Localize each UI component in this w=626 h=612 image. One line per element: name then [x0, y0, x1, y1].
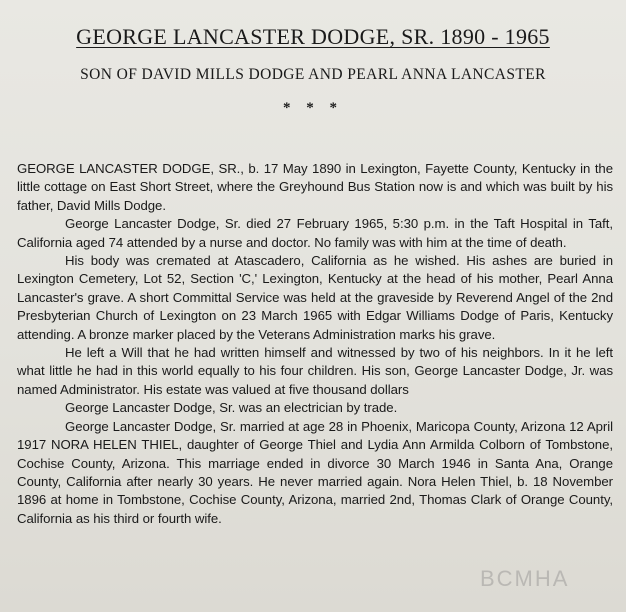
section-separator: * * *: [283, 100, 343, 116]
paragraph-marriage: George Lancaster Dodge, Sr. married at age 28 in Phoenix, Maricopa County, Arizona 12 April 1917 NORA HELEN THIEL, daughter of George Thiel and Lydia Ann Armilda Colborn of Tombstone, Cochise County, Arizona. This marriage ended in divorce 30 March 1946 in Santa Ana, Orange County, California after nearly 30 years. He never married again. Nora Helen Thiel, b. 18 November 1896 at home in Tombstone, Cochise County, Arizona, married 2nd, Thomas Clark of Orange County, California as his third or fourth wife.: [17, 418, 613, 526]
paragraph-death: George Lancaster Dodge, Sr. died 27 February 1965, 5:30 p.m. in the Taft Hospital in Taft, California aged 74 attended by a nurse and doctor. No family was with him at the time of death.: [17, 216, 613, 250]
paragraph-occupation: George Lancaster Dodge, Sr. was an electrician by trade.: [65, 400, 398, 416]
page-title: [0, 24, 626, 50]
paragraph-birth: GEORGE LANCASTER DODGE, SR., b. 17 May 1890 in Lexington, Fayette County, Kentucky in the little cottage on East Short Street, where the Greyhound Bus Station now is and which was built by his father, David Mills Dodge.: [17, 161, 613, 213]
page-title-text: GEORGE LANCASTER DODGE, SR. 1890 - 1965: [76, 24, 550, 49]
paragraph-burial: His body was cremated at Atascadero, California as he wished. His ashes are buried in Lexington Cemetery, Lot 52, Section 'C,' Lexington, Kentucky at the head of his mother, Pearl Anna Lancaster's grave. A short Committal Service was held at the graveside by Reverend Angel of the 2nd Presbyterian Church of Lexington on 23 March 1965 with Edgar Williams Dodge of Paris, Kentucky attending. A bronze marker placed by the Veterans Administration marks his grave.: [17, 253, 613, 342]
document-body: [17, 160, 613, 528]
watermark: BCMHA: [480, 566, 570, 591]
page-subtitle: SON OF DAVID MILLS DODGE AND PEARL ANNA LANCASTER: [80, 66, 546, 83]
paragraph-will: He left a Will that he had written himself and witnessed by two of his neighbors. In it he left what little he had in this world equally to his four children. His son, George Lancaster Dodge, Jr. was named Administrator. His estate was valued at five thousand dollars: [17, 345, 613, 397]
